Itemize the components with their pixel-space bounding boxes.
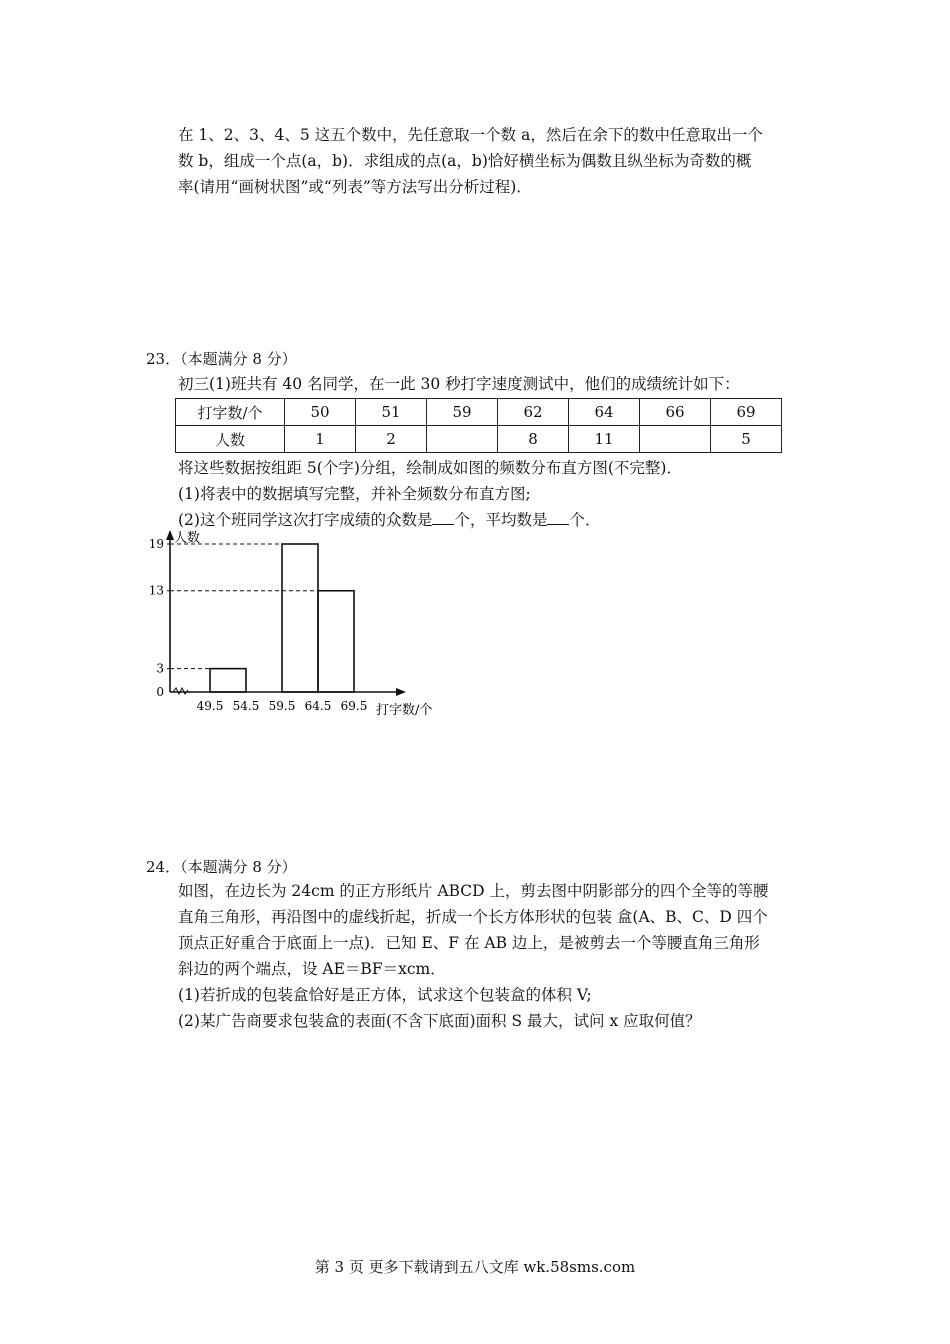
q24-line-4: 斜边的两个端点，设 AE＝BF＝xcm．	[178, 960, 446, 978]
table-cell: 51	[356, 399, 427, 426]
histogram-bar	[318, 591, 354, 692]
table-cell	[640, 426, 711, 453]
histogram-bar	[282, 544, 318, 692]
y-tick-label: 3	[156, 661, 164, 676]
x-tick-label: 49.5	[196, 699, 224, 713]
q22-line-2: 数 b，组成一个点(a，b)．求组成的点(a，b)恰好横坐标为偶数且纵坐标为奇数的概	[178, 152, 752, 170]
answer-blank	[547, 510, 569, 525]
table-cell: 8	[498, 426, 569, 453]
q24-line-1: 如图，在边长为 24cm 的正方形纸片 ABCD 上，剪去图中阴影部分的四个全等的等腰	[178, 882, 769, 900]
table-cell: 66	[640, 399, 711, 426]
q23-sub1: (1)将表中的数据填写完整，并补全频数分布直方图;	[178, 485, 531, 503]
histogram-bar	[210, 669, 246, 692]
q24-sub1: (1)若折成的包装盒恰好是正方体，试求这个包装盒的体积 V;	[178, 986, 592, 1004]
table-cell: 5	[711, 426, 782, 453]
q24-line-2: 直角三角形，再沿图中的虚线折起，折成一个长方体形状的包装 盒(A、B、C、D 四个	[178, 908, 768, 926]
x-tick-label: 54.5	[232, 699, 260, 713]
answer-blank	[432, 510, 454, 525]
row-label: 人数	[176, 426, 285, 453]
row-label: 打字数/个	[176, 399, 285, 426]
q24-sub2: (2)某广告商要求包装盒的表面(不含下底面)面积 S 最大，试问 x 应取何值？	[178, 1012, 701, 1030]
q24-header: 24．（本题满分 8 分）	[146, 858, 297, 876]
score-table	[175, 398, 782, 453]
table-row	[176, 426, 782, 453]
q23-intro: 初三(1)班共有 40 名同学，在一此 30 秒打字速度测试中，他们的成绩统计如下：	[178, 375, 740, 393]
table-cell: 64	[569, 399, 640, 426]
x-axis-label: 打字数/个	[376, 703, 433, 718]
q23-header: 23．（本题满分 8 分）	[146, 350, 297, 368]
y-axis-arrow	[166, 530, 174, 540]
frequency-histogram	[140, 524, 450, 724]
table-cell: 11	[569, 426, 640, 453]
table-cell: 59	[427, 399, 498, 426]
table-cell	[427, 426, 498, 453]
q23-sub2-part-a: (2)这个班同学这次打字成绩的众数是	[178, 511, 433, 529]
q22-text	[178, 122, 810, 200]
y-tick-label: 0	[156, 685, 164, 699]
table-cell: 50	[285, 399, 356, 426]
table-cell: 2	[356, 426, 427, 453]
q22-line-3: 率(请用“画树状图”或“列表”等方法写出分析过程)．	[178, 178, 532, 196]
table-cell: 1	[285, 426, 356, 453]
y-axis-label: 人数	[174, 531, 201, 546]
q23-sub2-part-b: 个，平均数是	[454, 511, 548, 529]
q22-line-1: 在 1、2、3、4、5 这五个数中，先任意取一个数 a，然后在余下的数中任意取出一个	[178, 126, 763, 144]
x-tick-label: 64.5	[304, 699, 332, 713]
page-footer: 第 3 页 更多下载请到五八文库 wk.58sms.com	[314, 1258, 636, 1276]
table-cell: 62	[498, 399, 569, 426]
q24-line-3: 顶点正好重合于底面上一点)．已知 E、F 在 AB 边上，是被剪去一个等腰直角三角形	[178, 934, 760, 952]
y-tick-label: 19	[148, 537, 164, 551]
q23-grouping-note: 将这些数据按组距 5(个字)分组，绘制成如图的频数分布直方图(不完整)．	[178, 459, 682, 477]
x-tick-label: 59.5	[268, 699, 296, 713]
table-cell: 69	[711, 399, 782, 426]
x-axis-arrow	[396, 688, 406, 696]
table-row	[176, 399, 782, 426]
x-tick-label: 69.5	[340, 699, 368, 713]
q23-sub2-part-c: 个．	[569, 511, 601, 529]
q24-text	[178, 878, 810, 1034]
y-tick-label: 13	[148, 583, 164, 598]
axis-break-zigzag-icon	[173, 688, 188, 694]
